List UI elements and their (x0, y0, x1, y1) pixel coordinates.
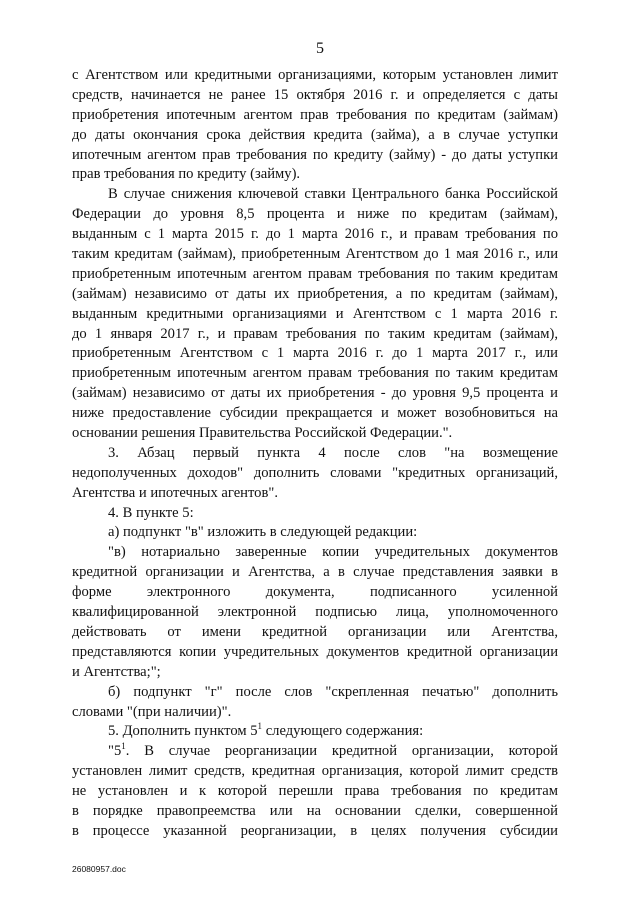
text-line: (займам) независимо от даты их приобретения - до уровня 9,5 процента и (72, 385, 558, 402)
text-line: средств, начинается не ранее 15 октября 2016 г. и определяется с даты (72, 86, 558, 103)
text-line: квалифицированной электронной подписью лица, уполномоченного (72, 604, 558, 621)
text-line: недополученных доходов" дополнить словами "кредитных организаций, (72, 464, 558, 481)
text-fragment: следующего содержания: (265, 723, 424, 740)
text-fragment: 5. Дополнить пунктом 5 (108, 723, 258, 740)
text-line: форме электронного документа, подписанного усиленной (72, 584, 558, 601)
text-fragment: . В случае реорганизации кредитной организации, которой (125, 743, 558, 760)
text-line: а) подпункт "в" изложить в следующей редакции: (108, 524, 418, 541)
text-line: приобретенным ипотечным агентом правам требования по таким кредитам (72, 265, 558, 282)
text-line: 4. В пункте 5: (108, 504, 194, 521)
text-line: с Агентством или кредитными организациями, которым установлен лимит (72, 67, 558, 83)
text-line (72, 722, 558, 742)
superscript: 1 (257, 721, 263, 732)
text-line: Агентства и ипотечных агентов". (72, 484, 278, 501)
document-file-code: 26080957.doc (72, 864, 126, 874)
text-line: ипотечным агентом прав требования по кредиту (займу) - до даты уступки (72, 146, 558, 163)
text-line: представляются копии учредительных документов кредитной организации (72, 643, 558, 660)
text-line: выданным с 1 марта 2015 г. до 1 марта 2016 г., и правам требования по (72, 226, 558, 243)
text-line: в процессе указанной реорганизации, в целях получения субсидии (72, 822, 558, 839)
superscript: 1 (121, 741, 126, 752)
text-line: таким кредитам (займам), приобретенным Агентством до 1 мая 2016 г., или (72, 246, 558, 263)
text-line: приобретения ипотечным агентом прав требования по кредитам (займам) (72, 106, 558, 123)
text-line: выданным кредитными организациями и Агентством с 1 марта 2016 г. (72, 305, 558, 322)
text-line: словами "(при наличии)". (72, 703, 232, 720)
text-line: В случае снижения ключевой ставки Центрального банка Российской (108, 186, 558, 203)
page-number: 5 (316, 40, 324, 57)
document-body (72, 66, 558, 842)
text-line: действовать от имени кредитной организации или Агентства, (72, 623, 558, 640)
text-line: основании решения Правительства Российской Федерации.". (72, 425, 453, 442)
text-line: прав требования по кредиту (займу). (72, 166, 301, 183)
text-line: установлен лимит средств, кредитная организация, которой лимит средств (72, 763, 558, 780)
text-line: ниже предоставление субсидии прекращается и может возобновиться на (72, 405, 558, 422)
text-line: приобретенным ипотечным агентом правам требования по таким кредитам (72, 365, 558, 382)
text-line: 3. Абзац первый пункта 4 после слов "на возмещение (108, 444, 558, 461)
text-line (72, 742, 558, 762)
text-line: б) подпункт "г" после слов "скрепленная печатью" дополнить (108, 683, 558, 700)
text-line: приобретенным Агентством с 1 марта 2016 г. до 1 марта 2017 г., или (72, 345, 558, 362)
text-line: не установлен и к которой перешли права требования по кредитам (72, 783, 558, 800)
text-line: до даты окончания срока действия кредита (займа), а в случае уступки (72, 126, 558, 143)
text-line: "в) нотариально заверенные копии учредительных документов (108, 544, 558, 561)
text-line: и Агентства;"; (72, 663, 161, 680)
text-line: в порядке правопреемства или на основании сделки, совершенной (72, 802, 558, 819)
text-line: (займам) независимо от даты их приобретения, а по кредитам (займам), (72, 285, 558, 302)
text-line: Федерации до уровня 8,5 процента и ниже по кредитам (займам), (72, 206, 558, 223)
text-line: кредитной организации и Агентства, а в случае представления заявки в (72, 564, 558, 581)
text-line: до 1 января 2017 г., и правам требования по таким кредитам (займам), (72, 325, 558, 342)
text-fragment: "5 (108, 743, 122, 760)
